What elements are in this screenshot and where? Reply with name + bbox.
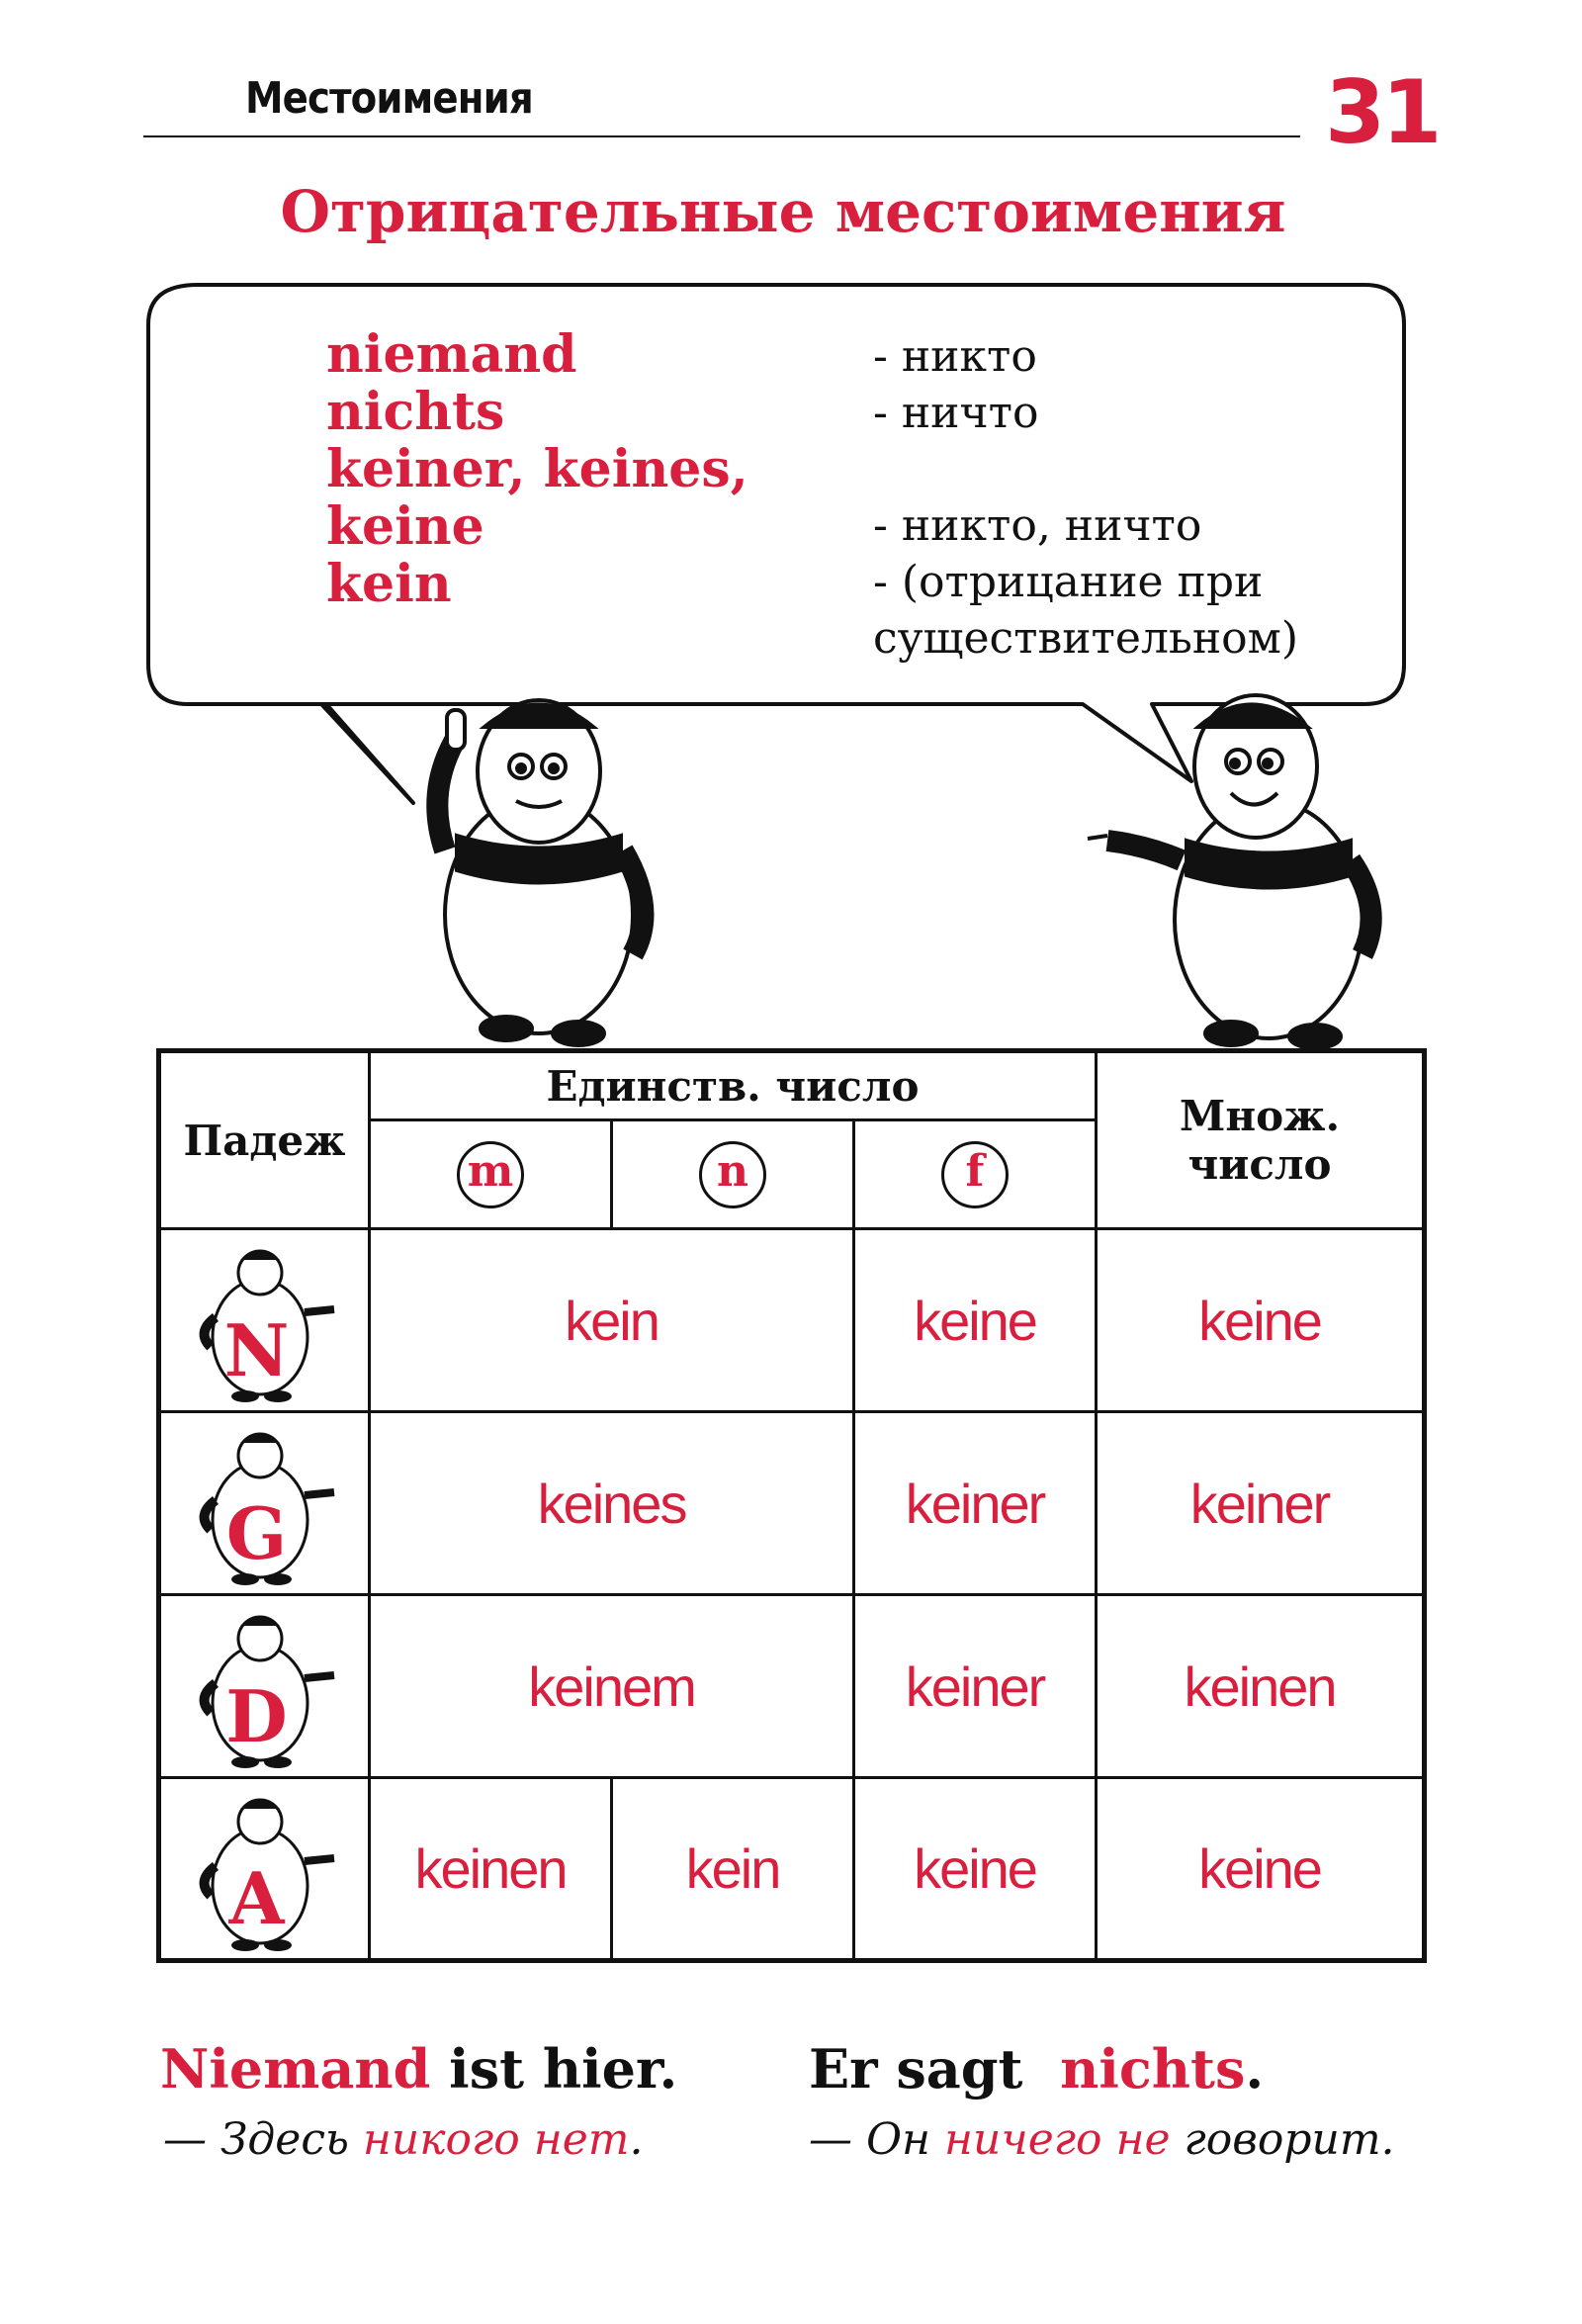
translation-1-start: — Здесь bbox=[163, 2114, 363, 2165]
pronoun-keiner-keines: keiner, keines, bbox=[326, 439, 748, 499]
cell-n-mn: kein bbox=[370, 1229, 854, 1412]
gender-m-badge: m bbox=[457, 1141, 524, 1208]
table-row-accusative bbox=[159, 1778, 1425, 1961]
example-sentence-2 bbox=[809, 2037, 1264, 2101]
example-1-keyword: Niemand bbox=[160, 2037, 431, 2101]
translation-line: - никто bbox=[873, 331, 1037, 382]
cell-d-f: keiner bbox=[854, 1595, 1097, 1778]
example-sentence-1 bbox=[160, 2037, 677, 2101]
cell-d-mn: keinem bbox=[370, 1595, 854, 1778]
example-1-rest: ist hier. bbox=[430, 2037, 678, 2101]
cell-a-m: keinen bbox=[370, 1778, 612, 1961]
case-letter-n: N bbox=[223, 1307, 290, 1392]
translation-line: - никто, ничто bbox=[873, 500, 1202, 551]
case-cell-g bbox=[159, 1412, 370, 1595]
page-number: 31 bbox=[1325, 61, 1439, 163]
plural-header bbox=[1097, 1051, 1425, 1229]
case-letter-g: G bbox=[225, 1490, 288, 1575]
cartoon-figure-left bbox=[437, 700, 643, 1045]
chapter-title: Местоимения bbox=[245, 73, 533, 124]
case-header: Падеж bbox=[159, 1051, 370, 1229]
gender-n-badge: n bbox=[699, 1141, 766, 1208]
singular-header: Единств. число bbox=[370, 1051, 1097, 1120]
case-letter-a: A bbox=[228, 1856, 285, 1940]
translation-1-end: . bbox=[629, 2114, 644, 2165]
cell-g-f: keiner bbox=[854, 1412, 1097, 1595]
plural-header-line1: Множ. bbox=[1179, 1092, 1341, 1140]
declension-table bbox=[156, 1048, 1427, 1963]
table-row-nominative bbox=[159, 1229, 1425, 1412]
cell-a-pl: keine bbox=[1097, 1778, 1425, 1961]
cell-g-pl: keiner bbox=[1097, 1412, 1425, 1595]
translation-1-keyword: никого нет bbox=[362, 2114, 630, 2165]
pronoun-nichts: nichts bbox=[326, 382, 505, 442]
gender-n-header bbox=[612, 1120, 854, 1229]
page-title: Отрицательные местоимения bbox=[280, 178, 1286, 245]
cell-n-pl: keine bbox=[1097, 1229, 1425, 1412]
example-2-lead: Er sagt bbox=[809, 2037, 1061, 2101]
gender-f-header bbox=[854, 1120, 1097, 1229]
pronoun-kein: kein bbox=[326, 554, 452, 614]
translation-2-start: — Он bbox=[809, 2114, 945, 2165]
translation-line: - ничто bbox=[873, 388, 1039, 438]
speech-bubble-illustration bbox=[0, 0, 1582, 1068]
table-row-genitive bbox=[159, 1412, 1425, 1595]
german-pronoun-list bbox=[326, 326, 748, 613]
case-letter-d: D bbox=[225, 1673, 288, 1758]
pronoun-niemand: niemand bbox=[326, 324, 577, 385]
translation-line: существительном) bbox=[873, 613, 1299, 664]
translation-2-keyword: ничего не bbox=[944, 2114, 1171, 2165]
cell-n-f: keine bbox=[854, 1229, 1097, 1412]
translation-line bbox=[873, 441, 1298, 497]
translation-line: - (отрицание при bbox=[873, 557, 1264, 607]
cell-a-n: kein bbox=[612, 1778, 854, 1961]
pronoun-keine: keine bbox=[326, 496, 484, 557]
plural-header-line2: число bbox=[1187, 1140, 1332, 1189]
table-row-dative bbox=[159, 1595, 1425, 1778]
case-cell-d bbox=[159, 1595, 370, 1778]
example-translation-1 bbox=[163, 2114, 643, 2165]
example-2-keyword: nichts bbox=[1060, 2037, 1246, 2101]
translation-2-end: говорит. bbox=[1170, 2114, 1395, 2165]
gender-m-header bbox=[370, 1120, 612, 1229]
cartoon-figure-right bbox=[1088, 695, 1371, 1048]
example-translation-2 bbox=[809, 2114, 1395, 2165]
cell-d-pl: keinen bbox=[1097, 1595, 1425, 1778]
cell-g-mn: keines bbox=[370, 1412, 854, 1595]
cell-a-f: keine bbox=[854, 1778, 1097, 1961]
example-2-end: . bbox=[1245, 2037, 1265, 2101]
russian-translation-list bbox=[873, 328, 1298, 667]
case-cell-n bbox=[159, 1229, 370, 1412]
case-cell-a bbox=[159, 1778, 370, 1961]
gender-f-badge: f bbox=[941, 1141, 1009, 1208]
